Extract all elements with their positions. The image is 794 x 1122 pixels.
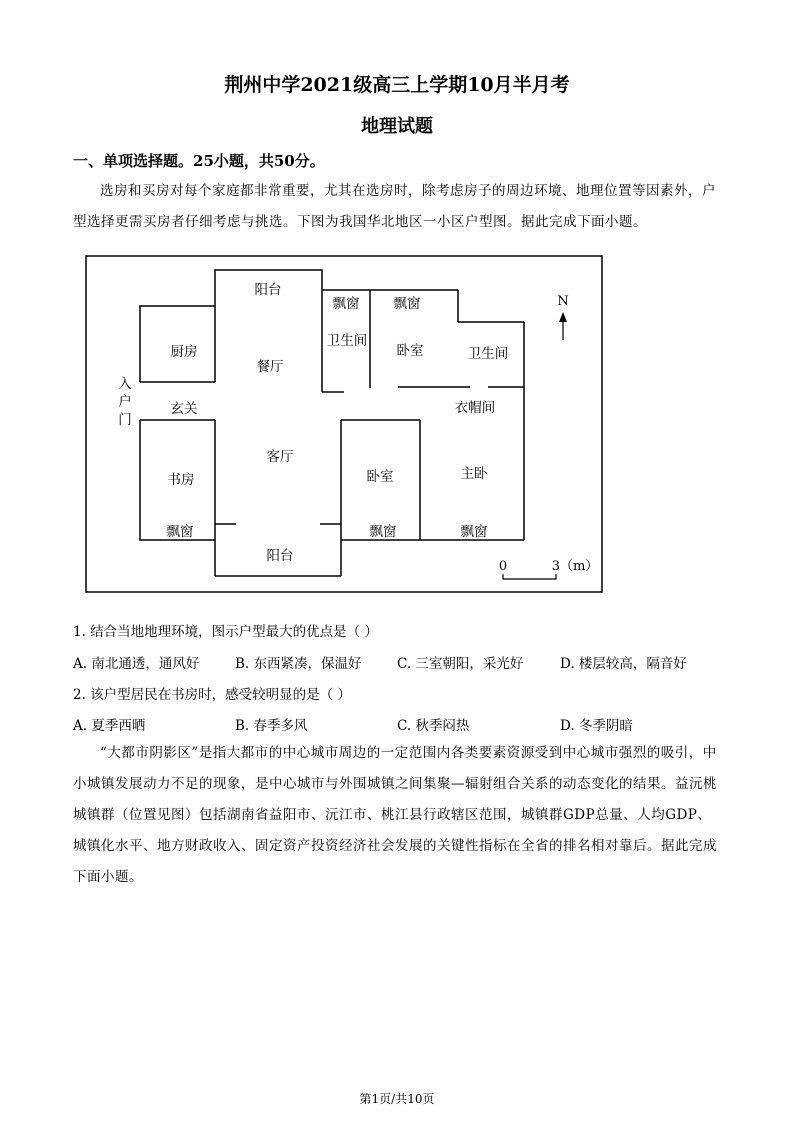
question-1-stem: 1. 结合当地地理环境，图示户型最大的优点是（ ） xyxy=(73,624,378,640)
label-living: 客厅 xyxy=(266,449,294,465)
q2-option-c: C. 秋季闷热 xyxy=(397,718,470,734)
label-closet: 衣帽间 xyxy=(454,400,496,416)
q1-option-b: B. 东西紧凑，保温好 xyxy=(235,656,362,672)
page-title: 荆州中学2021级高三上学期10月半月考 xyxy=(224,74,570,96)
label-bay-window-3: 飘窗 xyxy=(166,524,194,540)
page-number: 第1页/共10页 xyxy=(359,1092,435,1106)
label-bay-window-5: 飘窗 xyxy=(460,524,488,540)
page-subtitle: 地理试题 xyxy=(361,116,433,137)
label-balcony-top: 阳台 xyxy=(254,282,282,298)
q2-option-a: A. 夏季西晒 xyxy=(73,718,146,734)
label-bay-window-2: 飘窗 xyxy=(393,296,421,312)
intro-paragraph-2: “大都市阴影区”是指大都市的中心城市周边的一定范围内各类要素资源受到中心城市强烈的吸引，中小城镇发展动力不足的现象，是中心城市与外围城镇之间集聚—辐射组合关系的动态变化的结果。益沅桃城镇群（位置见图）包括湖南省益阳市、沅江市、桃江县行政辖区范围，城镇群GDP总量、人均GDP、城镇化水平、地方财政收入、固定资产投资经济社会发展的关键性指标在全省的排名相对靠后。据此完成下面小题。 xyxy=(73,745,717,885)
question-2-stem: 2. 该户型居民在书房时，感受较明显的是（ ） xyxy=(73,687,351,703)
intro-paragraph-1: 选房和买房对每个家庭都非常重要，尤其在选房时，除考虑房子的周边环境、地理位置等因素外，户型选择更需买房者仔细考虑与挑选。下图为我国华北地区一小区户型图。据此完成下面小题。 xyxy=(73,183,716,230)
q1-option-a: A. 南北通透，通风好 xyxy=(73,656,200,672)
label-bay-window-4: 飘窗 xyxy=(369,524,397,540)
q1-option-c: C. 三室朝阳，采光好 xyxy=(397,656,524,672)
label-balcony-bottom: 阳台 xyxy=(266,548,294,564)
label-bedroom-2: 卧室 xyxy=(366,469,394,485)
q1-option-d: D. 楼层较高，隔音好 xyxy=(560,656,687,672)
label-bedroom-1: 卧室 xyxy=(396,343,424,359)
label-master-bedroom: 主卧 xyxy=(460,466,488,482)
label-dining: 餐厅 xyxy=(256,359,284,375)
label-foyer: 玄关 xyxy=(170,401,198,417)
section-heading: 一、单项选择题。25小题，共50分。 xyxy=(73,152,325,170)
label-bay-window-1: 飘窗 xyxy=(332,296,360,312)
scale-bar xyxy=(499,559,598,579)
walls xyxy=(140,270,524,576)
label-kitchen: 厨房 xyxy=(170,344,198,360)
q2-option-d: D. 冬季阴暗 xyxy=(560,718,633,734)
q2-option-b: B. 春季多风 xyxy=(235,718,308,734)
label-entry-door: 入户门 xyxy=(118,376,132,428)
room-labels xyxy=(167,282,509,564)
figure-frame xyxy=(86,256,602,592)
north-letter: N xyxy=(557,294,569,309)
scale-max: 3（m） xyxy=(551,559,599,574)
label-bathroom-2: 卫生间 xyxy=(467,346,509,362)
label-bathroom-1: 卫生间 xyxy=(326,333,368,349)
label-study: 书房 xyxy=(167,472,195,488)
scale-zero: 0 xyxy=(498,559,508,574)
north-arrow-icon xyxy=(557,294,568,340)
